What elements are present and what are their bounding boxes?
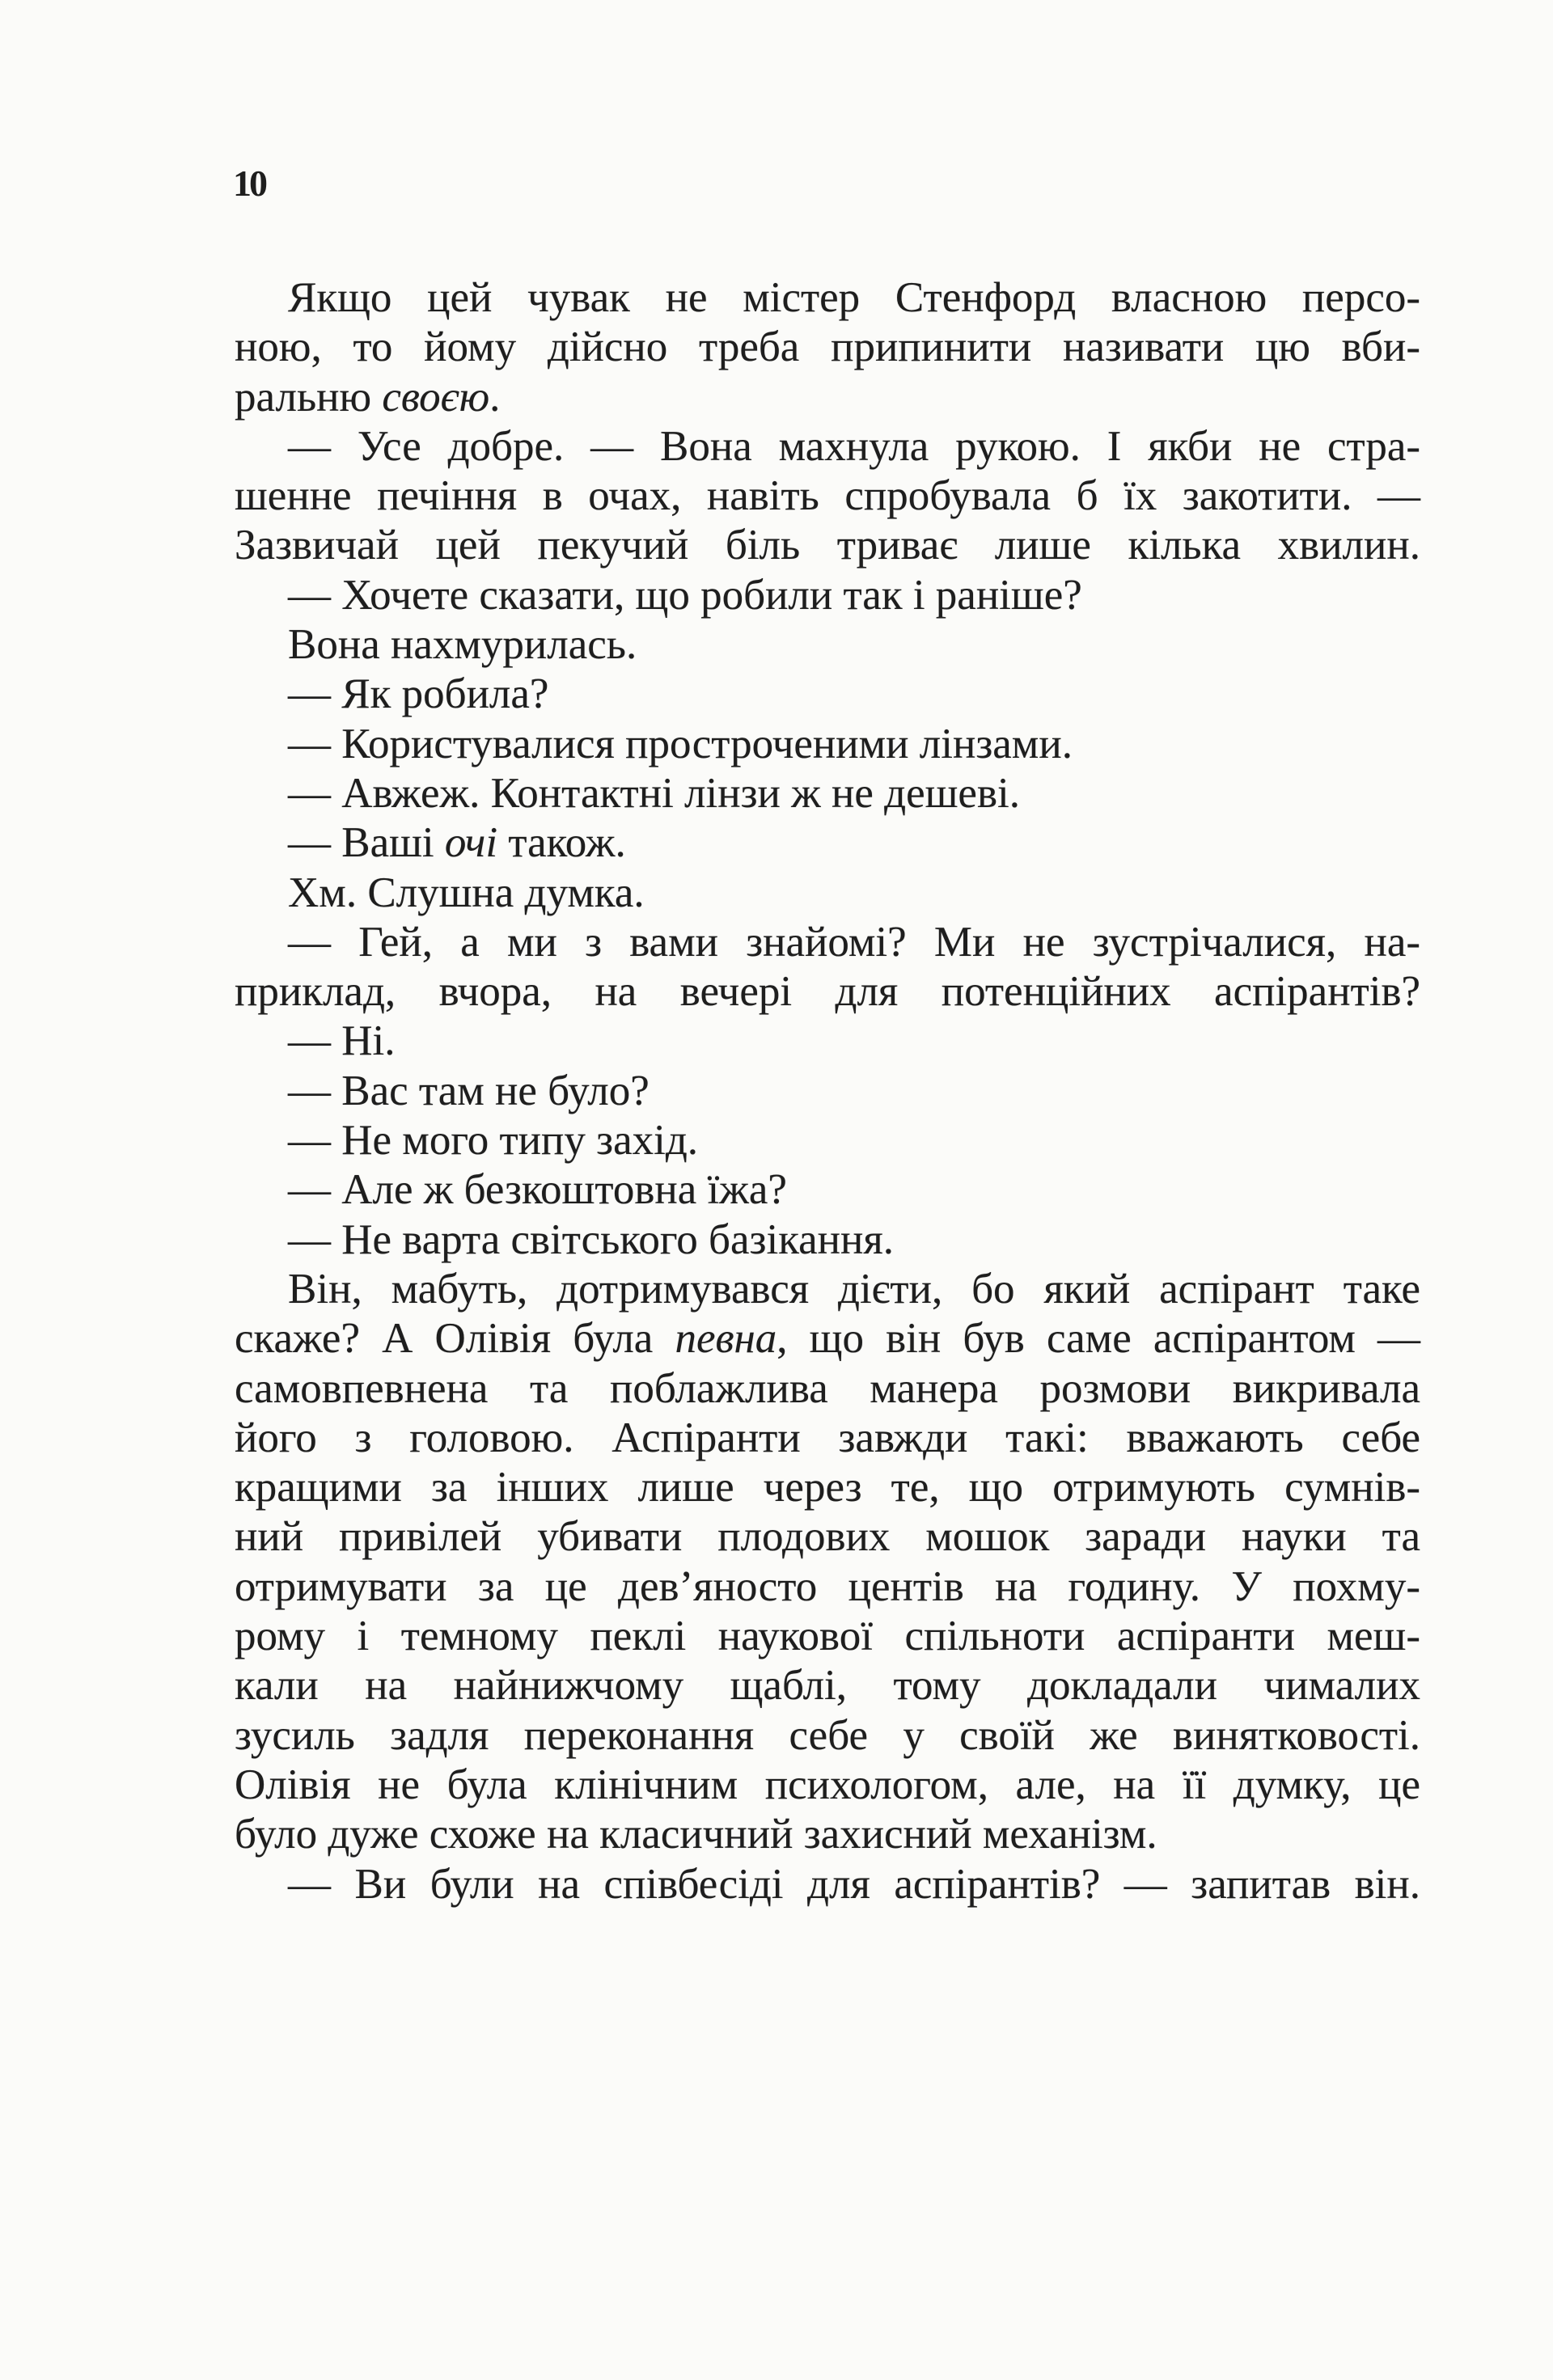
text-line: [235, 1414, 1420, 1463]
text-line: [235, 769, 1420, 818]
text-segment: — Ні.: [288, 1017, 396, 1065]
text-line: [235, 818, 1420, 868]
text-segment: Вона нахмурилась.: [288, 621, 637, 669]
text-line: [235, 1314, 1420, 1363]
text-segment: — Хочете сказати, що робили так і раніше?: [288, 571, 1082, 619]
text-segment: — Ви були на співбесіді для аспірантів? — запитав він.: [288, 1860, 1420, 1908]
text-segment: , що він був саме аспірантом —: [776, 1315, 1421, 1363]
text-line: [235, 273, 1420, 323]
text-line: [235, 1017, 1420, 1066]
text-line: [235, 1463, 1420, 1512]
text-line: [235, 620, 1420, 670]
text-line: [235, 918, 1420, 967]
text-segment: було дуже схоже на класичний захисний механізм.: [235, 1811, 1157, 1858]
text-line: [235, 323, 1420, 372]
text-segment: ральню: [235, 373, 383, 421]
italic-emphasis: своєю: [382, 373, 490, 421]
text-segment: рому і темному пеклі наукової спільноти аспіранти меш-: [235, 1613, 1420, 1660]
text-segment: — Авжеж. Контактні лінзи ж не дешеві.: [288, 769, 1020, 817]
text-segment: приклад, вчора, на вечері для потенційних аспірантів?: [235, 968, 1420, 1016]
text-segment: ний привілей убивати плодових мошок заради науки та: [235, 1513, 1420, 1561]
text-line: [235, 471, 1420, 521]
text-segment: ною, то йому дійсно треба припинити називати цю вби-: [235, 323, 1420, 371]
text-line: [235, 1711, 1420, 1761]
text-segment: кали на найнижчому щаблі, тому докладали чималих: [235, 1662, 1420, 1710]
text-segment: — Ваші: [288, 819, 445, 867]
text-segment: Він, мабуть, дотримувався дієти, бо який аспірант таке: [288, 1265, 1420, 1313]
text-line: [235, 1612, 1420, 1661]
text-line: [235, 1165, 1420, 1215]
text-line: [235, 1810, 1420, 1859]
text-segment: Якщо цей чувак не містер Стенфорд власною персо-: [288, 274, 1420, 321]
text-line: [235, 1265, 1420, 1314]
text-segment: — Гей, а ми з вами знайомі? Ми не зустрічалися, на-: [288, 918, 1420, 966]
text-segment: також.: [497, 819, 626, 867]
text-segment: Хм. Слушна думка.: [288, 869, 645, 916]
italic-emphasis: очі: [444, 819, 498, 867]
body-text: [235, 273, 1420, 1909]
text-segment: Зазвичай цей пекучий біль триває лише кілька хвилин.: [235, 522, 1420, 569]
text-segment: — Вас там не було?: [288, 1067, 650, 1114]
text-segment: зусиль задля переконання себе у своїй же винятковості.: [235, 1711, 1420, 1759]
text-line: [235, 869, 1420, 918]
text-line: [235, 1761, 1420, 1810]
text-line: [235, 521, 1420, 570]
text-segment: — Як робила?: [288, 670, 549, 718]
text-line: [235, 422, 1420, 471]
text-segment: шенне печіння в очах, навіть спробувала б їх закотити. —: [235, 472, 1420, 520]
text-line: [235, 1661, 1420, 1710]
italic-emphasis: певна: [675, 1315, 777, 1363]
text-segment: самовпевнена та поблажлива манера розмови викривала: [235, 1364, 1420, 1412]
text-segment: — Користувалися простроченими лінзами.: [288, 720, 1073, 767]
text-segment: скаже? А Олівія була: [235, 1315, 675, 1363]
text-line: [235, 670, 1420, 719]
text-segment: — Не варта світського базікання.: [288, 1215, 895, 1263]
text-line: [235, 373, 1420, 422]
text-segment: Олівія не була клінічним психологом, але, на її думку, це: [235, 1761, 1420, 1808]
text-line: [235, 1512, 1420, 1562]
text-segment: — Не мого типу захід.: [288, 1117, 699, 1165]
page-number: 10: [233, 163, 265, 204]
text-line: [235, 1116, 1420, 1165]
text-segment: його з головою. Аспіранти завжди такі: вважають себе: [235, 1414, 1420, 1461]
text-line: [235, 967, 1420, 1017]
text-segment: — Але ж безкоштовна їжа?: [288, 1166, 787, 1214]
text-line: [235, 1215, 1420, 1265]
text-segment: — Усе добре. — Вона махнула рукою. І якби не стра-: [288, 422, 1420, 470]
text-line: [235, 1364, 1420, 1414]
text-segment: кращими за інших лише через те, що отримують сумнів-: [235, 1464, 1420, 1511]
text-line: [235, 720, 1420, 769]
text-segment: отримувати за це дев’яносто центів на годину. У похму-: [235, 1562, 1420, 1610]
text-line: [235, 571, 1420, 620]
text-line: [235, 1562, 1420, 1612]
text-line: [235, 1067, 1420, 1116]
text-line: [235, 1860, 1420, 1909]
text-segment: .: [489, 373, 501, 421]
